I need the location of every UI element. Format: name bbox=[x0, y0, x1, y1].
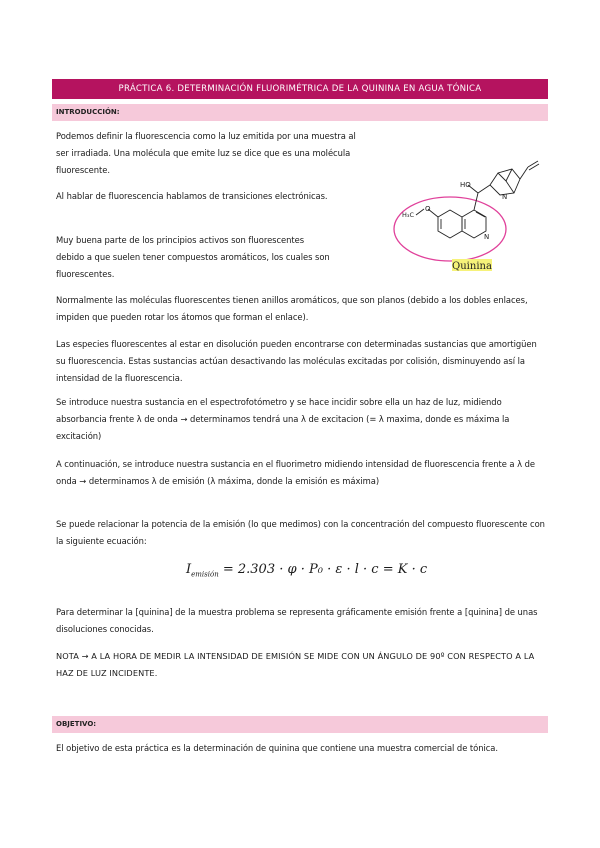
equation-subscript: emisión bbox=[191, 570, 219, 579]
section-heading-introduction: INTRODUCCIÓN: bbox=[52, 104, 548, 121]
quinine-structure-figure bbox=[390, 145, 560, 275]
equation-symbol: I bbox=[186, 562, 192, 577]
quinoline-nitrogen-label: N bbox=[484, 233, 490, 241]
paragraph-emission: A continuación, se introduce nuestra sustancia en el fluorimetro midiendo intensidad de fluorescencia frente a λ de onda → determinamos λ de emisión (λ máxima, donde la emisión es máxima) bbox=[56, 459, 536, 486]
hydroxyl-label: HO bbox=[460, 181, 471, 189]
paragraph-electronic-transitions: Al hablar de fluorescencia hablamos de transiciones electrónicas. bbox=[56, 191, 328, 201]
page-title: PRÁCTICA 6. DETERMINACIÓN FLUORIMÉTRICA DE LA QUININA EN AGUA TÓNICA bbox=[52, 79, 548, 99]
paragraph-equation-intro: Se puede relacionar la potencia de la emisión (lo que medimos) con la concentración del compuesto fluorescente con la siguiente ecuación: bbox=[56, 519, 545, 546]
figure-caption: Quinina bbox=[452, 261, 492, 272]
paragraph-calibration: Para determinar la [quinina] de la muestra problema se representa gráficamente emisión frente a [quinina] de unas disoluciones conocidas. bbox=[56, 607, 538, 634]
oxygen-label: O bbox=[425, 205, 431, 213]
paragraph-aromatic-rings: Normalmente las moléculas fluorescentes tienen anillos aromáticos, que son planos (debido a los dobles enlaces, impiden que pueden rotar los átomos que forman el enlace). bbox=[56, 295, 528, 322]
measurement-note: NOTA → A LA HORA DE MEDIR LA INTENSIDAD DE EMISIÓN SE MIDE CON UN ÁNGULO DE 90º CON RESPECTO A LA HAZ DE LUZ INCIDENTE. bbox=[56, 651, 535, 678]
section-heading-objective: OBJETIVO: bbox=[52, 716, 548, 733]
paragraph-active-principles: Muy buena parte de los principios activos son fluorescentes debido a que suelen tener compuestos aromáticos, los cuales son fluorescentes. bbox=[56, 235, 330, 279]
quinuclidine-nitrogen-label: N bbox=[502, 193, 508, 201]
quinine-structure-drawing bbox=[390, 145, 560, 275]
paragraph-excitation: Se introduce nuestra sustancia en el espectrofotómetro y se hace incidir sobre ella un haz de luz, midiendo absorbancia frente λ de onda → determinamos tendrá una λ de excitacion (= λ maxima, donde es máxima la excitación) bbox=[56, 397, 510, 441]
methyl-label: H₃C bbox=[402, 211, 415, 219]
emission-equation bbox=[186, 562, 446, 586]
paragraph-quenching: Las especies fluorescentes al estar en disolución pueden encontrarse con determinadas sustancias que amortigüen su fluorescencia. Estas sustancias actúan desactivando las moléculas excitadas por colisión, disminuyendo así la intensidad de la fluorescencia. bbox=[56, 339, 537, 383]
highlight-ellipse bbox=[394, 197, 506, 261]
paragraph-fluorescence-definition: Podemos definir la fluorescencia como la luz emitida por una muestra al ser irradiada. Una molécula que emite luz se dice que es una molécula fluorescente. bbox=[56, 131, 356, 175]
equation-rhs: = 2.303 · φ · P₀ · ε · l · c = K · c bbox=[222, 562, 428, 577]
paragraph-objective: El objetivo de esta práctica es la determinación de quinina que contiene una muestra comercial de tónica. bbox=[56, 743, 499, 753]
